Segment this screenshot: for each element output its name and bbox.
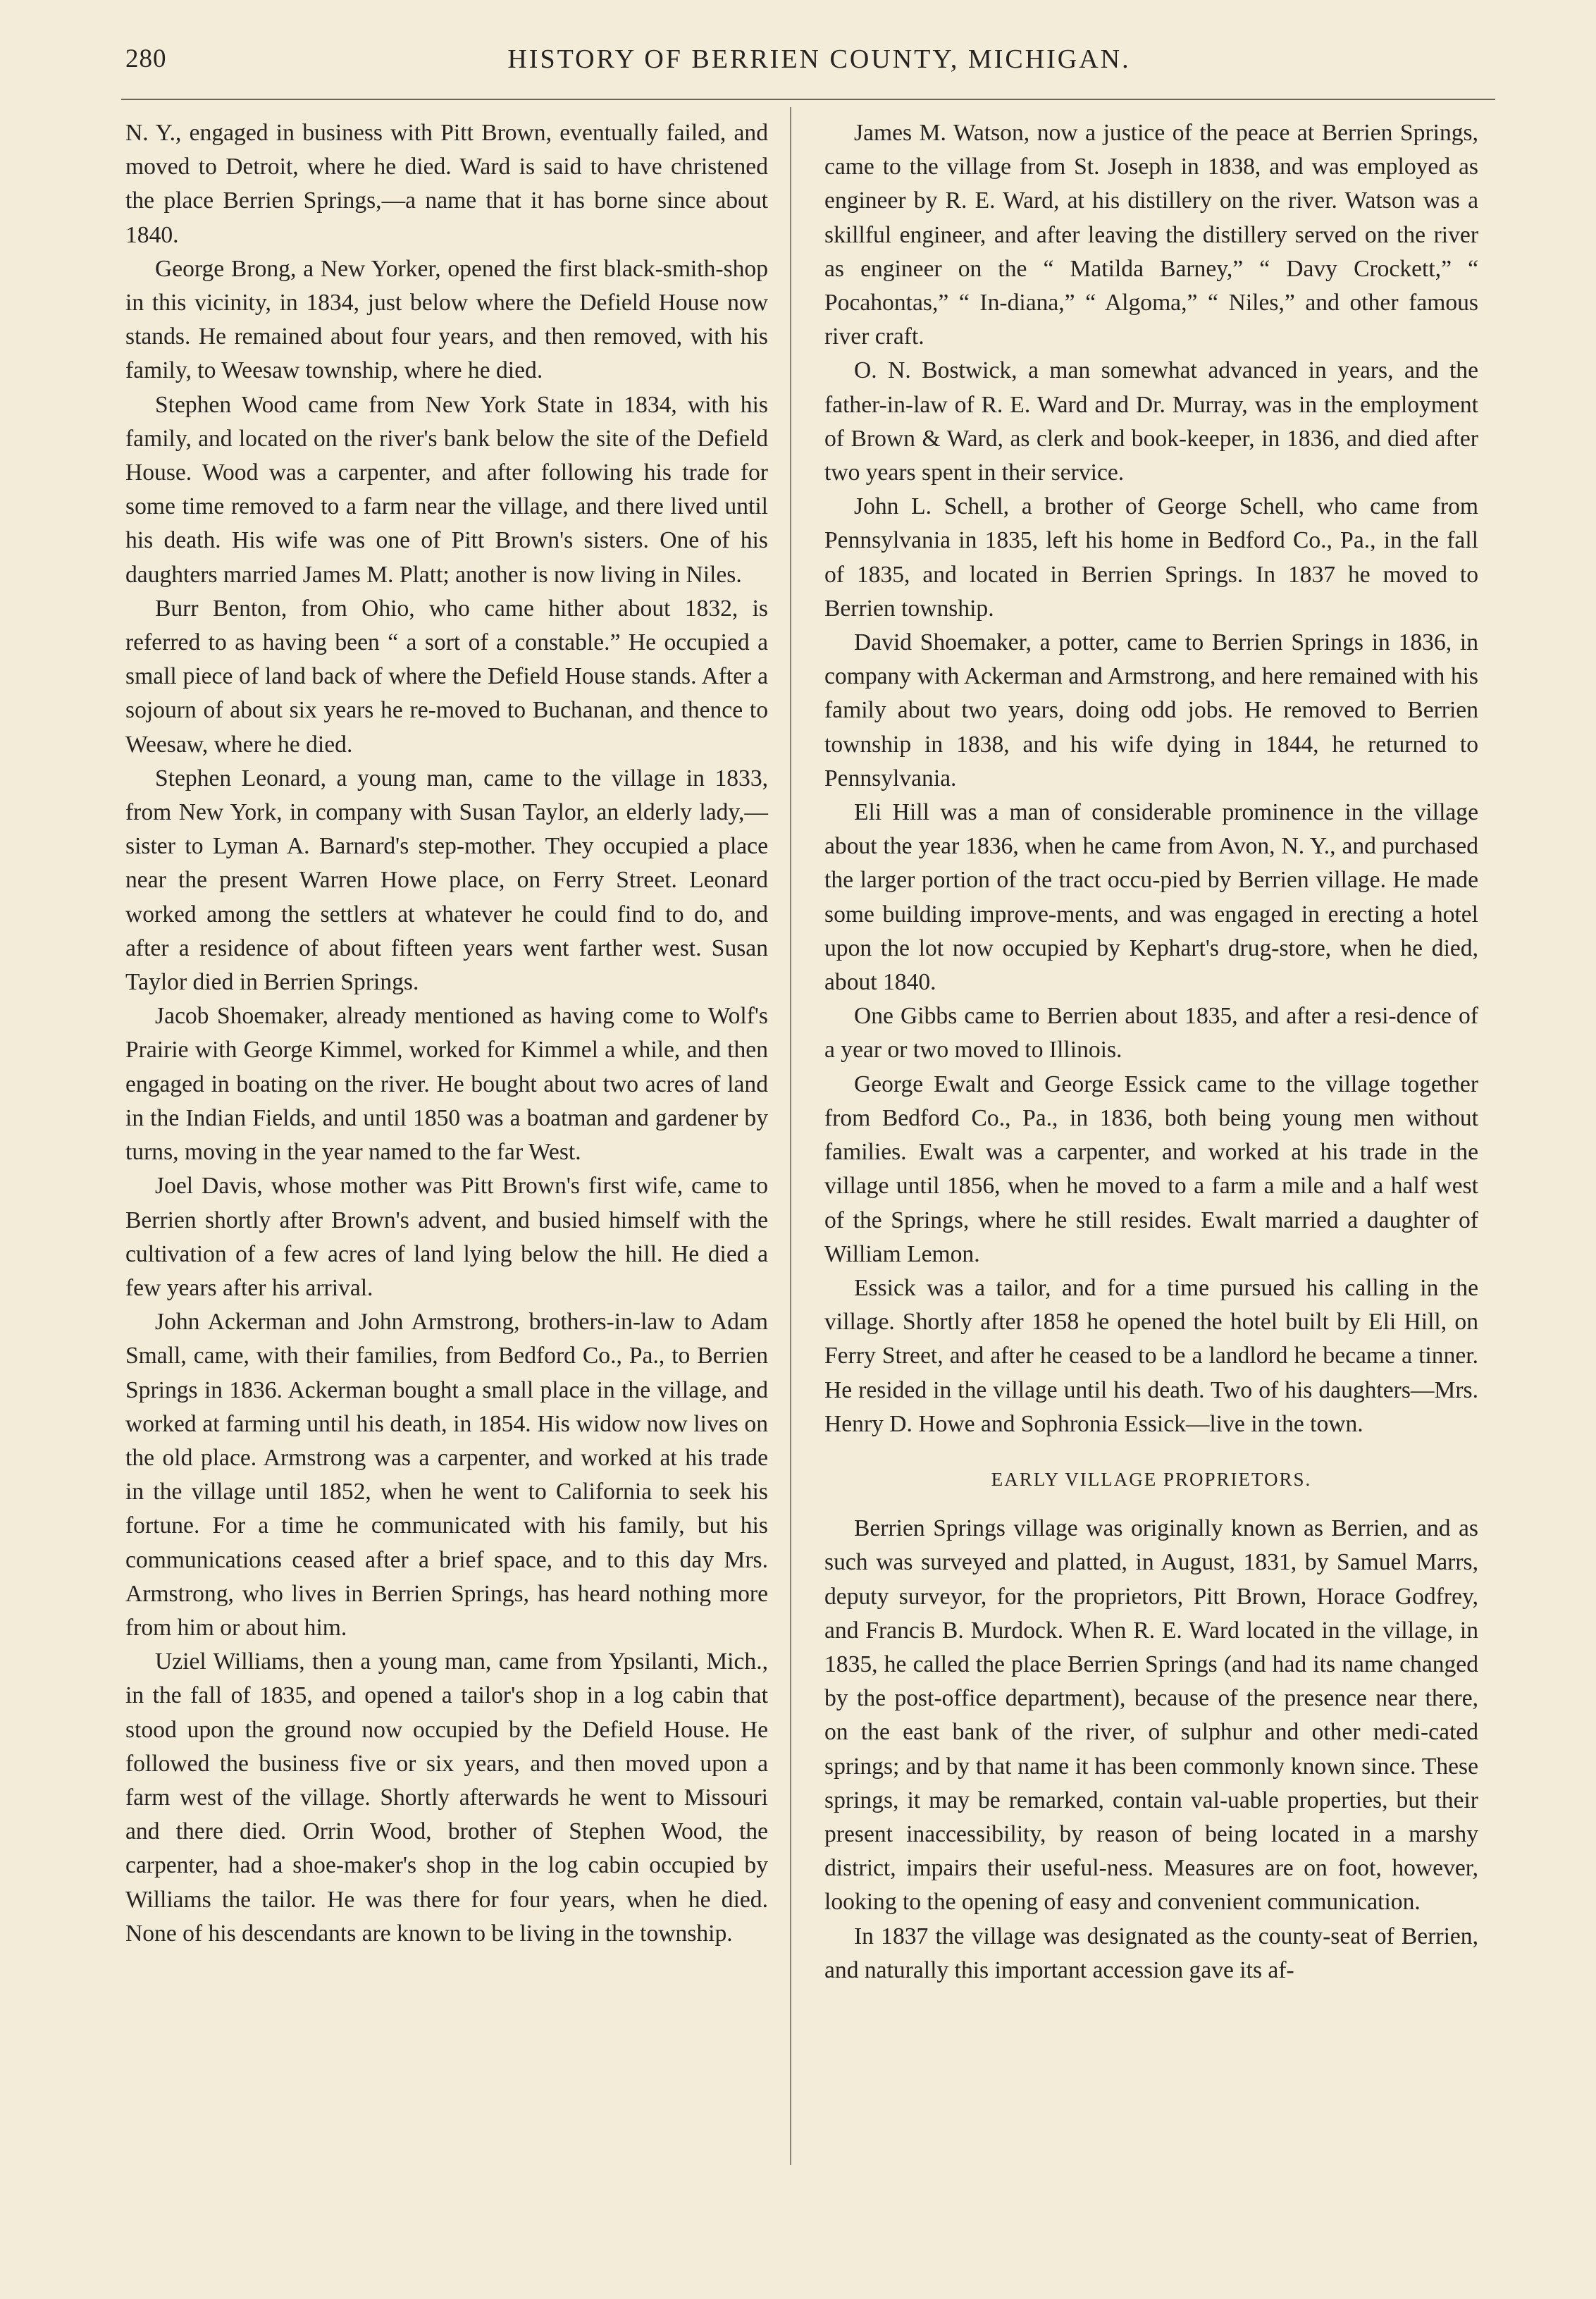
header-rule: [121, 99, 1495, 100]
paragraph: Eli Hill was a man of considerable prominence in the village about the year 1836, when he came from Avon, N. Y., and purchased the larger portion of the tract occu-pied by Berrien village. He made some building improve-ments, and was engaged in erecting a hotel upon the lot now occupied by Kephart's drug-store, when he died, about 1840.: [824, 799, 1478, 996]
paragraph: Uziel Williams, then a young man, came from Ypsilanti, Mich., in the fall of 1835, and opened a tailor's shop in a log cabin that stood upon the ground now occupied by the Defield House. He followed the business five or six years, and then moved upon a farm west of the village. Shortly afterwards he went to Missouri and there died. Orrin Wood, brother of Stephen Wood, the carpenter, had a shoe-maker's shop in the log cabin occupied by Williams the tailor. He was there for four years, when he died. None of his descendants are known to be living in the township.: [125, 1648, 768, 1947]
paragraph: Burr Benton, from Ohio, who came hither about 1832, is referred to as having been “ a sort of a constable.” He occupied a small piece of land back of where the Defield House stands. After a sojourn of about six years he re-moved to Buchanan, and thence to Weesaw, where he died.: [125, 595, 768, 758]
running-title: HISTORY OF BERRIEN COUNTY, MICHIGAN.: [507, 44, 1131, 74]
paragraph: In 1837 the village was designated as the county-seat of Berrien, and naturally this important accession gave its af-: [824, 1923, 1478, 1983]
paragraph: Joel Davis, whose mother was Pitt Brown's first wife, came to Berrien shortly after Brown's advent, and busied himself with the cultivation of a few acres of land lying below the hill. He died a few years after his arrival.: [125, 1173, 768, 1301]
paragraph: One Gibbs came to Berrien about 1835, and after a resi-dence of a year or two moved to Illinois.: [824, 1003, 1478, 1064]
paragraph: George Ewalt and George Essick came to the village together from Bedford Co., Pa., in 1836, both being young men without families. Ewalt was a carpenter, and worked at his trade in the village until 1856, when he moved to a farm a mile and a half west of the Springs, where he still resides. Ewalt married a daughter of William Lemon.: [824, 1071, 1478, 1267]
paragraph: James M. Watson, now a justice of the peace at Berrien Springs, came to the village from St. Joseph in 1838, and was employed as engineer by R. E. Ward, at his distillery on the river. Watson was a skillful engineer, and after leaving the distillery served on the river as engineer on the “ Matilda Barney,” “ Davy Crockett,” “ Pocahontas,” “ In-diana,” “ Algoma,” “ Niles,” and other famous river craft.: [824, 120, 1478, 350]
paragraph: O. N. Bostwick, a man somewhat advanced in years, and the father-in-law of R. E. Ward and Dr. Murray, was in the employment of Brown & Ward, as clerk and book-keeper, in 1836, and died after two years spent in their service.: [824, 357, 1478, 486]
paragraph: Stephen Wood came from New York State in 1834, with his family, and located on the river's bank below the site of the Defield House. Wood was a carpenter, and after following his trade for some time removed to a farm near the village, and there lived until his death. His wife was one of Pitt Brown's sisters. One of his daughters married James M. Platt; another is now living in Niles.: [125, 391, 768, 588]
paragraph: George Brong, a New Yorker, opened the first black-smith-shop in this vicinity, in 1834, just below where the Defield House now stands. He remained about four years, and then removed, with his family, to Weesaw township, where he died.: [125, 255, 768, 384]
paragraph: Jacob Shoemaker, already mentioned as having come to Wolf's Prairie with George Kimmel, worked for Kimmel a while, and then engaged in boating on the river. He bought about two acres of land in the Indian Fields, and until 1850 was a boatman and gardener by turns, moving in the year named to the far West.: [125, 1003, 768, 1166]
paragraph: N. Y., engaged in business with Pitt Brown, eventually failed, and moved to Detroit, where he died. Ward is said to have christened the place Berrien Springs,—a name that it has borne since about 1840.: [125, 120, 768, 248]
paragraph: Essick was a tailor, and for a time pursued his calling in the village. Shortly after 1858 he opened the hotel built by Eli Hill, on Ferry Street, and after he ceased to be a landlord he became a tinner. He resided in the village until his death. Two of his daughters—Mrs. Henry D. Howe and Sophronia Essick—live in the town.: [824, 1274, 1478, 1437]
paragraph: John Ackerman and John Armstrong, brothers-in-law to Adam Small, came, with their families, from Bedford Co., Pa., to Berrien Springs in 1836. Ackerman bought a small place in the village, and worked at farming until his death, in 1854. His widow now lives on the old place. Armstrong was a carpenter, and worked at his trade in the village until 1852, when he went to California to seek his fortune. For a time he communicated with his family, but his communications ceased after a brief space, and to this day Mrs. Armstrong, who lives in Berrien Springs, has heard nothing more from him or about him.: [125, 1309, 768, 1641]
section-heading: EARLY VILLAGE PROPRIETORS.: [991, 1468, 1312, 1490]
left-column: [125, 116, 768, 1951]
right-column: [824, 116, 1478, 1987]
paragraph: David Shoemaker, a potter, came to Berrien Springs in 1836, in company with Ackerman and Armstrong, and here remained with his family about two years, doing odd jobs. He removed to Berrien township in 1838, and his wife dying in 1844, he returned to Pennsylvania.: [824, 629, 1478, 791]
paragraph: Berrien Springs village was originally known as Berrien, and as such was surveyed and platted, in August, 1831, by Samuel Marrs, deputy surveyor, for the proprietors, Pitt Brown, Horace Godfrey, and Francis B. Murdock. When R. E. Ward located in the village, in 1835, he called the place Berrien Springs (and had its name changed by the post-office department), because of the presence near there, on the east bank of the river, of sulphur and other medi-cated springs; and by that name it has been commonly known since. These springs, it may be remarked, contain val-uable properties, but their present inaccessibility, by reason of being located in a marshy district, impairs their useful-ness. Measures are on foot, however, looking to the opening of easy and convenient communication.: [824, 1515, 1478, 1916]
paragraph: Stephen Leonard, a young man, came to the village in 1833, from New York, in company with Susan Taylor, an elderly lady,—sister to Lyman A. Barnard's step-mother. They occupied a place near the present Warren Howe place, on Ferry Street. Leonard worked among the settlers at whatever he could find to do, and after a residence of about fifteen years went farther west. Susan Taylor died in Berrien Springs.: [125, 765, 768, 996]
page-number: 280: [125, 44, 167, 73]
column-divider: [790, 107, 791, 2165]
paragraph: John L. Schell, a brother of George Schell, who came from Pennsylvania in 1835, left his home in Bedford Co., Pa., in the fall of 1835, and located in Berrien Springs. In 1837 he moved to Berrien township.: [824, 493, 1478, 622]
